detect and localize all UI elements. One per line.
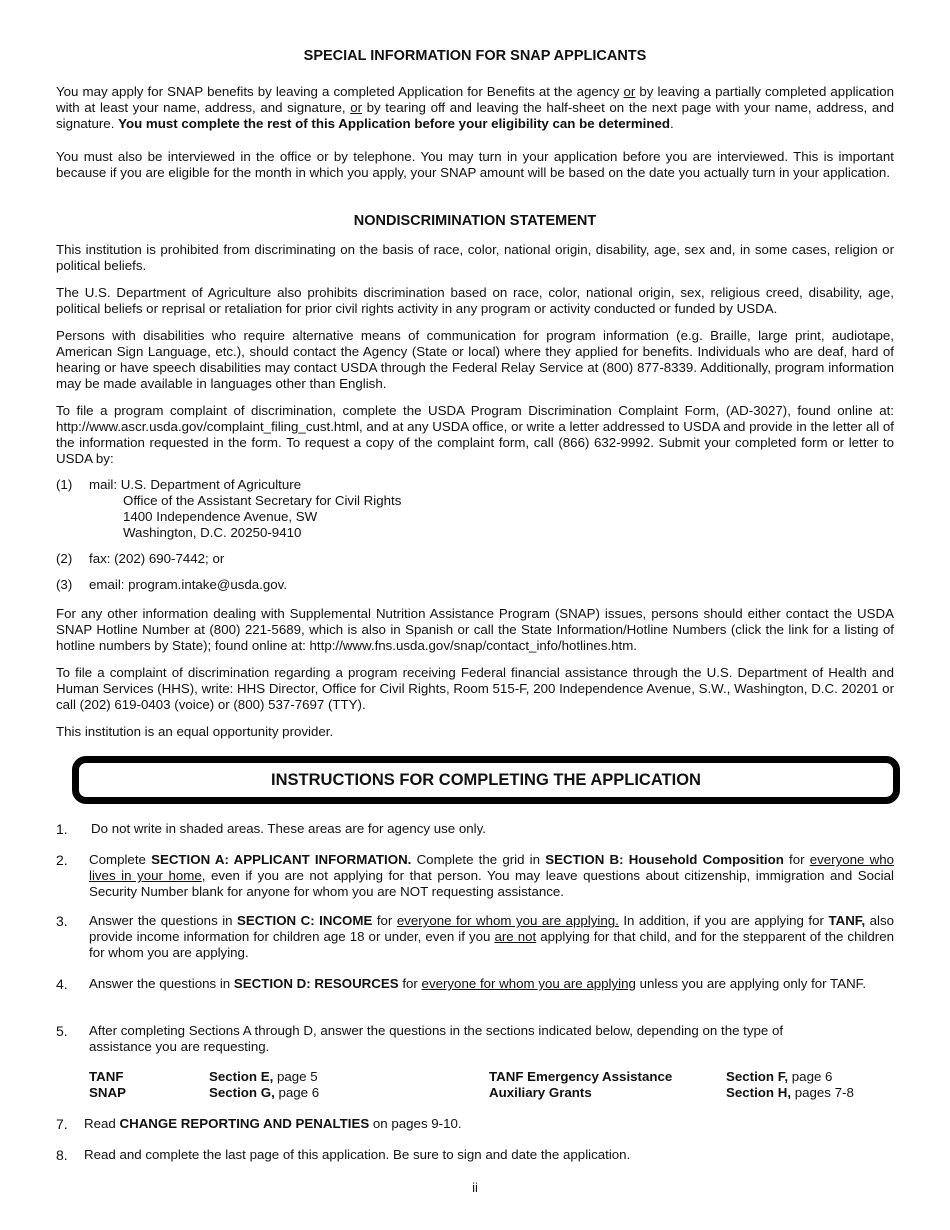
instruction-item-5: 5. After completing Sections A through D, answer the questions in the sections indicated below, depending on the type of assistance you are requesting. — [56, 1023, 784, 1054]
list-item: (3) email: program.intake@usda.gov. — [56, 577, 288, 592]
nondiscrimination-paragraph-7: This institution is an equal opportunity provider. — [56, 724, 334, 739]
nondiscrimination-paragraph-6: To file a complaint of discrimination regarding a program receiving Federal financial assistance through the U.S. Department of Health and Human Services (HHS), write: HHS Director, Office for Civil Rights, Room 515-F, 200 Independence Avenue, S.W., Washington, D.C. 20201 or call (202) 619-0403 (voice) or (800) 537-7697 (TTY). — [56, 665, 894, 712]
table-row: SNAP Section G, page 6 Auxiliary Grants Section H, pages 7-8 — [89, 1085, 854, 1100]
nondiscrimination-paragraph-2: The U.S. Department of Agriculture also prohibits discrimination based on race, color, national origin, sex, religious creed, disability, age, political beliefs or reprisal or retaliation for prior civil rights activity in any program or activity conducted or funded by USDA. — [56, 285, 894, 316]
submission-list — [56, 477, 894, 593]
special-info-paragraph-2: You must also be interviewed in the office or by telephone. You may turn in your application before you are interviewed. This is important because if you are eligible for the month in which you apply, your SNAP amount will be based on the date you actually turn in your application. — [56, 149, 894, 180]
instruction-item-1: 1. Do not write in shaded areas. These areas are for agency use only. — [56, 821, 486, 837]
list-item: (2) fax: (202) 690-7442; or — [56, 551, 225, 566]
instruction-item-7: 7. Read CHANGE REPORTING AND PENALTIES on pages 9-10. — [56, 1116, 462, 1132]
instruction-item-4: 4. Answer the questions in SECTION D: RESOURCES for everyone for whom you are applying unless you are applying only for TANF. — [56, 976, 867, 992]
nondiscrimination-paragraph-5: For any other information dealing with Supplemental Nutrition Assistance Program (SNAP) issues, persons should either contact the USDA SNAP Hotline Number at (800) 221-5689, which is also in Spanish or call the State Information/Hotline Numbers (click the link for a listing of hotline numbers by State); found online at: http://www.fns.usda.gov/snap/contact_info/hotlines.htm. — [56, 606, 894, 653]
nondiscrimination-paragraph-3: Persons with disabilities who require alternative means of communication for program information (e.g. Braille, large print, audiotape, American Sign Language, etc.), should contact the Agency (State or local) where they applied for benefits. Individuals who are deaf, hard of hearing or have speech disabilities may contact USDA through the Federal Relay Service at (800) 877-8339. Additionally, program information may be made available in languages other than English. — [56, 328, 894, 391]
nondiscrimination-title: NONDISCRIMINATION STATEMENT — [353, 213, 597, 229]
instruction-item-3: 3. Answer the questions in SECTION C: INCOME for everyone for whom you are applying. In addition, if you are applying for TANF, also provide income information for children age 18 or under, even if you are not applying for that child, and for the stepparent of the children for whom you are applying. — [56, 913, 895, 960]
instruction-item-8: 8. Read and complete the last page of this application. Be sure to sign and date the application. — [56, 1147, 631, 1163]
assistance-type-table — [89, 1069, 854, 1101]
instruction-item-2: 2. Complete SECTION A: APPLICANT INFORMATION. Complete the grid in SECTION B: Household Composition for everyone who lives in your home, even if you are not applying for that person. You may leave questions about citizenship, immigration and Social Security Number blank for anyone for whom you are NOT requesting assistance. — [56, 852, 894, 899]
mail-address: Office of the Assistant Secretary for Civil Rights 1400 Independence Avenue, SW Washington, D.C. 20250-9410 — [123, 493, 402, 540]
list-item: (1) mail: U.S. Department of Agriculture — [56, 477, 302, 492]
page-number: ii — [472, 1180, 478, 1195]
special-info-paragraph-1: You may apply for SNAP benefits by leaving a completed Application for Benefits at the agency or by leaving a partially completed application with at least your name, address, and signature, or by tearing off and leaving the half-sheet on the next page with your name, address, and signature. You must complete the rest of this Application before your eligibility can be determined. — [56, 84, 895, 131]
nondiscrimination-paragraph-4: To file a program complaint of discrimination, complete the USDA Program Discrimination Complaint Form, (AD-3027), found online at: http://www.ascr.usda.gov/complaint_filing_cust.html, and at any USDA office, or write a letter addressed to USDA and provide in the letter all of the information requested in the form. To request a copy of the complaint form, call (866) 632-9992. Submit your completed form or letter to USDA by: — [56, 403, 894, 466]
table-row: TANF Section E, page 5 TANF Emergency Assistance Section F, page 6 — [89, 1069, 833, 1084]
nondiscrimination-paragraph-1: This institution is prohibited from discriminating on the basis of race, color, national origin, disability, age, sex and, in some cases, religion or political beliefs. — [56, 242, 894, 273]
special-info-title: SPECIAL INFORMATION FOR SNAP APPLICANTS — [303, 48, 647, 64]
instructions-banner: INSTRUCTIONS FOR COMPLETING THE APPLICATION — [72, 756, 900, 804]
